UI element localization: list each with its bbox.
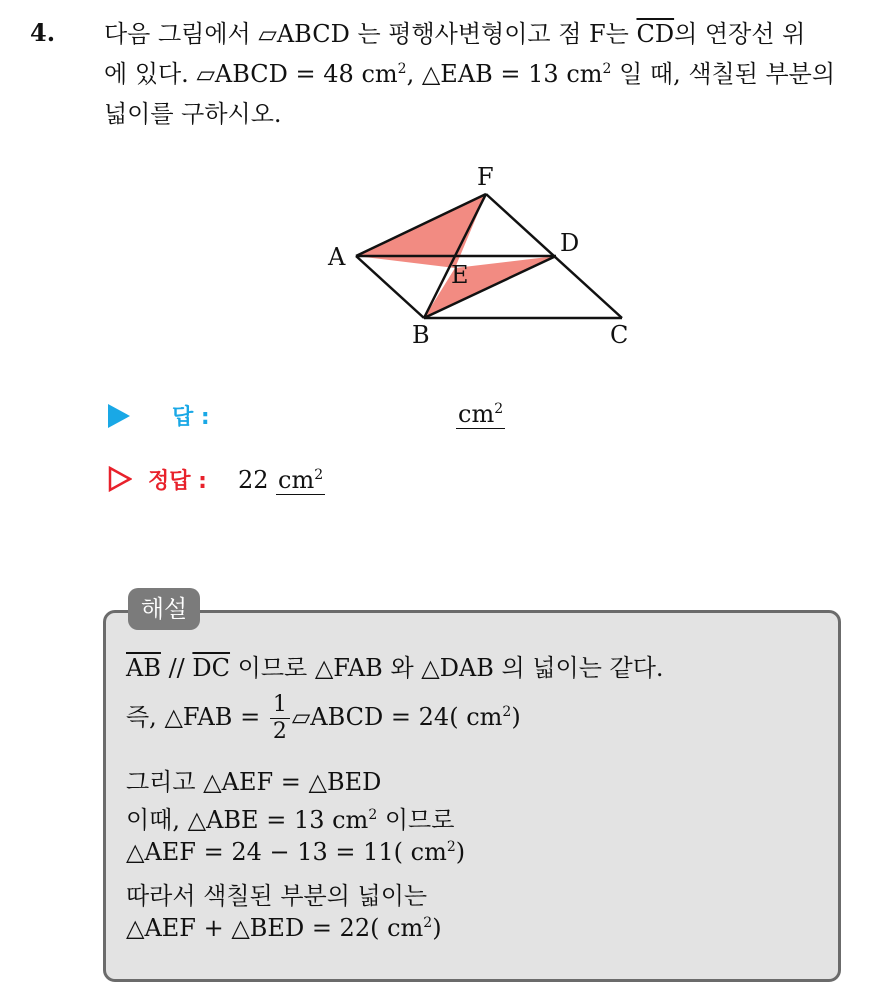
label-d: D (560, 229, 580, 257)
exponent: 2 (397, 61, 407, 77)
solution-line-1 (126, 648, 664, 683)
area-abcd: 에 있다. ▱ABCD = 48 cm (104, 60, 398, 88)
exponent: 2 (446, 839, 456, 855)
solution-line-4-end: 이므로 (377, 806, 455, 834)
solution-line-5-text: △AEF = 24 − 13 = 11( cm (126, 838, 447, 866)
correct-answer-row (108, 464, 528, 498)
fraction-half (270, 692, 290, 745)
correct-value: 22 (238, 466, 269, 494)
fraction-denominator: 2 (272, 719, 287, 744)
exponent: 2 (502, 704, 512, 720)
question-line-2-end: 일 때, 색칠된 부분의 (611, 60, 836, 88)
solution-line-4 (126, 800, 454, 835)
correct-marker-icon (108, 466, 132, 492)
answer-unit-exponent: 2 (494, 401, 504, 417)
question-number: 4. (30, 18, 56, 47)
question-text (104, 14, 864, 134)
solution-line-7 (126, 914, 442, 942)
question-line-2 (104, 54, 864, 94)
solution-line-7-text: △AEF + △BED = 22( cm (126, 914, 424, 942)
label-c: C (610, 321, 629, 349)
label-e: E (451, 261, 469, 289)
question-line-1 (104, 14, 864, 54)
parallel-symbol: // (160, 654, 193, 682)
answer-unit: cm (458, 400, 495, 428)
close-paren: ) (511, 703, 521, 731)
answer-input[interactable] (456, 400, 505, 429)
solution-line-4-text: 이때, △ABE = 13 cm (126, 806, 369, 834)
question-line-1-text: 다음 그림에서 ▱ABCD 는 평행사변형이고 점 F는 (104, 20, 637, 48)
correct-unit (276, 466, 325, 495)
segment-ab-label: $\overline{AB}$ (126, 654, 161, 682)
label-f: F (477, 163, 494, 191)
correct-unit-text: cm (278, 466, 315, 494)
segment-ab (356, 256, 424, 318)
correct-label: 정답 : (148, 469, 207, 494)
solution-line-2-result: ▱ABCD = 24( cm (291, 703, 503, 731)
exponent: 2 (423, 915, 433, 931)
solution-line-2 (126, 692, 521, 745)
label-b: B (412, 321, 430, 349)
segment-dc-label: $\overline{DC}$ (192, 654, 231, 682)
exponent: 2 (368, 807, 378, 823)
answer-marker-icon (108, 404, 130, 428)
close-paren: ) (455, 838, 466, 866)
answer-row (108, 400, 528, 434)
solution-tag: 해설 (128, 588, 200, 630)
correct-unit-exponent: 2 (314, 467, 324, 483)
fraction-numerator: 1 (270, 692, 290, 719)
close-paren: ) (432, 914, 442, 942)
question-line-3: 넓이를 구하시오. (104, 100, 282, 128)
label-a: A (328, 243, 346, 271)
answer-label: 답 : (172, 405, 210, 430)
parallelogram-figure (320, 150, 650, 360)
segment-cd: $\overline{CD}$ (636, 20, 675, 48)
solution-line-5 (126, 838, 465, 866)
solution-line-1-text: 이므로 △FAB 와 △DAB 의 넓이는 같다. (230, 654, 664, 682)
solution-line-2-text: 즉, △FAB = (126, 703, 268, 731)
solution-line-6: 따라서 색칠된 부분의 넓이는 (126, 882, 428, 910)
exponent: 2 (602, 61, 612, 77)
area-eab: , △EAB = 13 cm (406, 60, 603, 88)
question-line-1-end: 의 연장선 위 (674, 20, 806, 48)
solution-line-3: 그리고 △AEF = △BED (126, 768, 382, 796)
